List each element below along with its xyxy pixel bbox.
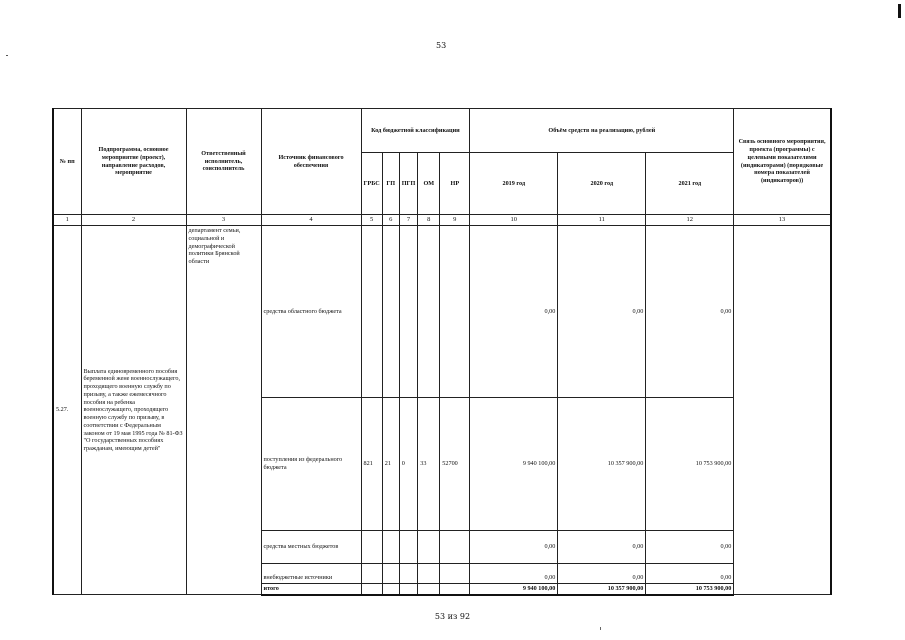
header-pgp: ПГП: [399, 153, 418, 215]
header-2020: 2020 год: [558, 153, 646, 215]
column-number: 8: [418, 215, 440, 226]
scan-speck: [6, 55, 8, 56]
gp-cell: [382, 226, 399, 398]
header-budget-code: Код бюджетной классификации: [361, 109, 470, 153]
header-responsible: Ответственный исполнитель, соисполнитель: [186, 109, 261, 215]
amount-2020: 0,00: [558, 564, 646, 584]
om-cell: [418, 564, 440, 584]
header-gp: ГП: [382, 153, 399, 215]
total-label: итого: [261, 584, 361, 595]
header-funding: Объём средств на реализацию, рублей: [470, 109, 734, 153]
gp-cell: [382, 584, 399, 595]
source-cell: средства областного бюджета: [261, 226, 361, 398]
grbs-cell: [361, 531, 382, 564]
column-number: 12: [646, 215, 734, 226]
budget-table: [52, 108, 832, 596]
grbs-cell: [361, 226, 382, 398]
link-indicators-cell: [734, 226, 831, 595]
amount-2021: 10 753 900,00: [646, 398, 734, 531]
column-number: 7: [399, 215, 418, 226]
column-number: 3: [186, 215, 261, 226]
np-cell: [440, 564, 470, 584]
pgp-cell: [399, 226, 418, 398]
header-subprogram: Подпрограмма, основное мероприятие (проект), направление расходов, мероприятие: [81, 109, 186, 215]
column-number: 5: [361, 215, 382, 226]
header-2019: 2019 год: [470, 153, 558, 215]
header-grbs: ГРБС: [361, 153, 382, 215]
np-cell: 52700: [440, 398, 470, 531]
om-cell: [418, 226, 440, 398]
om-cell: [418, 584, 440, 595]
header-om: ОМ: [418, 153, 440, 215]
item-number: 5.27.: [53, 226, 81, 595]
column-number: 2: [81, 215, 186, 226]
column-number: 6: [382, 215, 399, 226]
gp-cell: [382, 564, 399, 584]
grbs-cell: [361, 584, 382, 595]
pgp-cell: [399, 531, 418, 564]
grbs-cell: 821: [361, 398, 382, 531]
total-2021: 10 753 900,00: [646, 584, 734, 595]
source-cell: средства местных бюджетов: [261, 531, 361, 564]
source-cell: поступления из федерального бюджета: [261, 398, 361, 531]
header-source: Источник финансового обеспечения: [261, 109, 361, 215]
header-no: № пп: [53, 109, 81, 215]
amount-2021: 0,00: [646, 564, 734, 584]
column-number: 4: [261, 215, 361, 226]
gp-cell: [382, 531, 399, 564]
scan-speck-bottom: [600, 627, 601, 630]
total-2019: 9 940 100,00: [470, 584, 558, 595]
item-description: Выплата единовременного пособия беременной жене военнослужащего, проходящего военную службу по призыву, а также ежемесячного пособия на ребенка военнослужащего, проходящего военную службу по призыву, в соответствии с Федеральным законом от 19 мая 1995 года № 81-ФЗ "О государственных пособиях гражданам, имеющим детей": [81, 226, 186, 595]
amount-2020: 10 357 900,00: [558, 398, 646, 531]
column-number: 13: [734, 215, 831, 226]
np-cell: [440, 531, 470, 564]
column-number: 10: [470, 215, 558, 226]
amount-2021: 0,00: [646, 226, 734, 398]
pgp-cell: 0: [399, 398, 418, 531]
gp-cell: 21: [382, 398, 399, 531]
amount-2019: 0,00: [470, 226, 558, 398]
amount-2019: 9 940 100,00: [470, 398, 558, 531]
amount-2019: 0,00: [470, 564, 558, 584]
om-cell: 33: [418, 398, 440, 531]
pgp-cell: [399, 564, 418, 584]
amount-2020: 0,00: [558, 531, 646, 564]
header-np: НР: [440, 153, 470, 215]
header-row-1: [53, 109, 831, 153]
pgp-cell: [399, 584, 418, 595]
grbs-cell: [361, 564, 382, 584]
header-2021: 2021 год: [646, 153, 734, 215]
column-number: 1: [53, 215, 81, 226]
table-row: [53, 226, 831, 398]
column-number: 11: [558, 215, 646, 226]
page-footer: 53 из 92: [434, 612, 471, 621]
np-cell: [440, 226, 470, 398]
scan-edge-mark: [898, 4, 901, 18]
item-responsible: департамент семьи, социальной и демографической политики Брянской области: [186, 226, 261, 595]
header-link-indicators: Связь основного мероприятия, проекта (программы) с целевыми показателями (индикаторами) (порядковые номера показателей (индикаторов)): [734, 109, 831, 215]
page-number-top: 53: [436, 41, 447, 50]
om-cell: [418, 531, 440, 564]
source-cell: внебюджетные источники: [261, 564, 361, 584]
amount-2021: 0,00: [646, 531, 734, 564]
np-cell: [440, 584, 470, 595]
column-number: 9: [440, 215, 470, 226]
column-number-row: [53, 215, 831, 226]
amount-2020: 0,00: [558, 226, 646, 398]
amount-2019: 0,00: [470, 531, 558, 564]
total-2020: 10 357 900,00: [558, 584, 646, 595]
